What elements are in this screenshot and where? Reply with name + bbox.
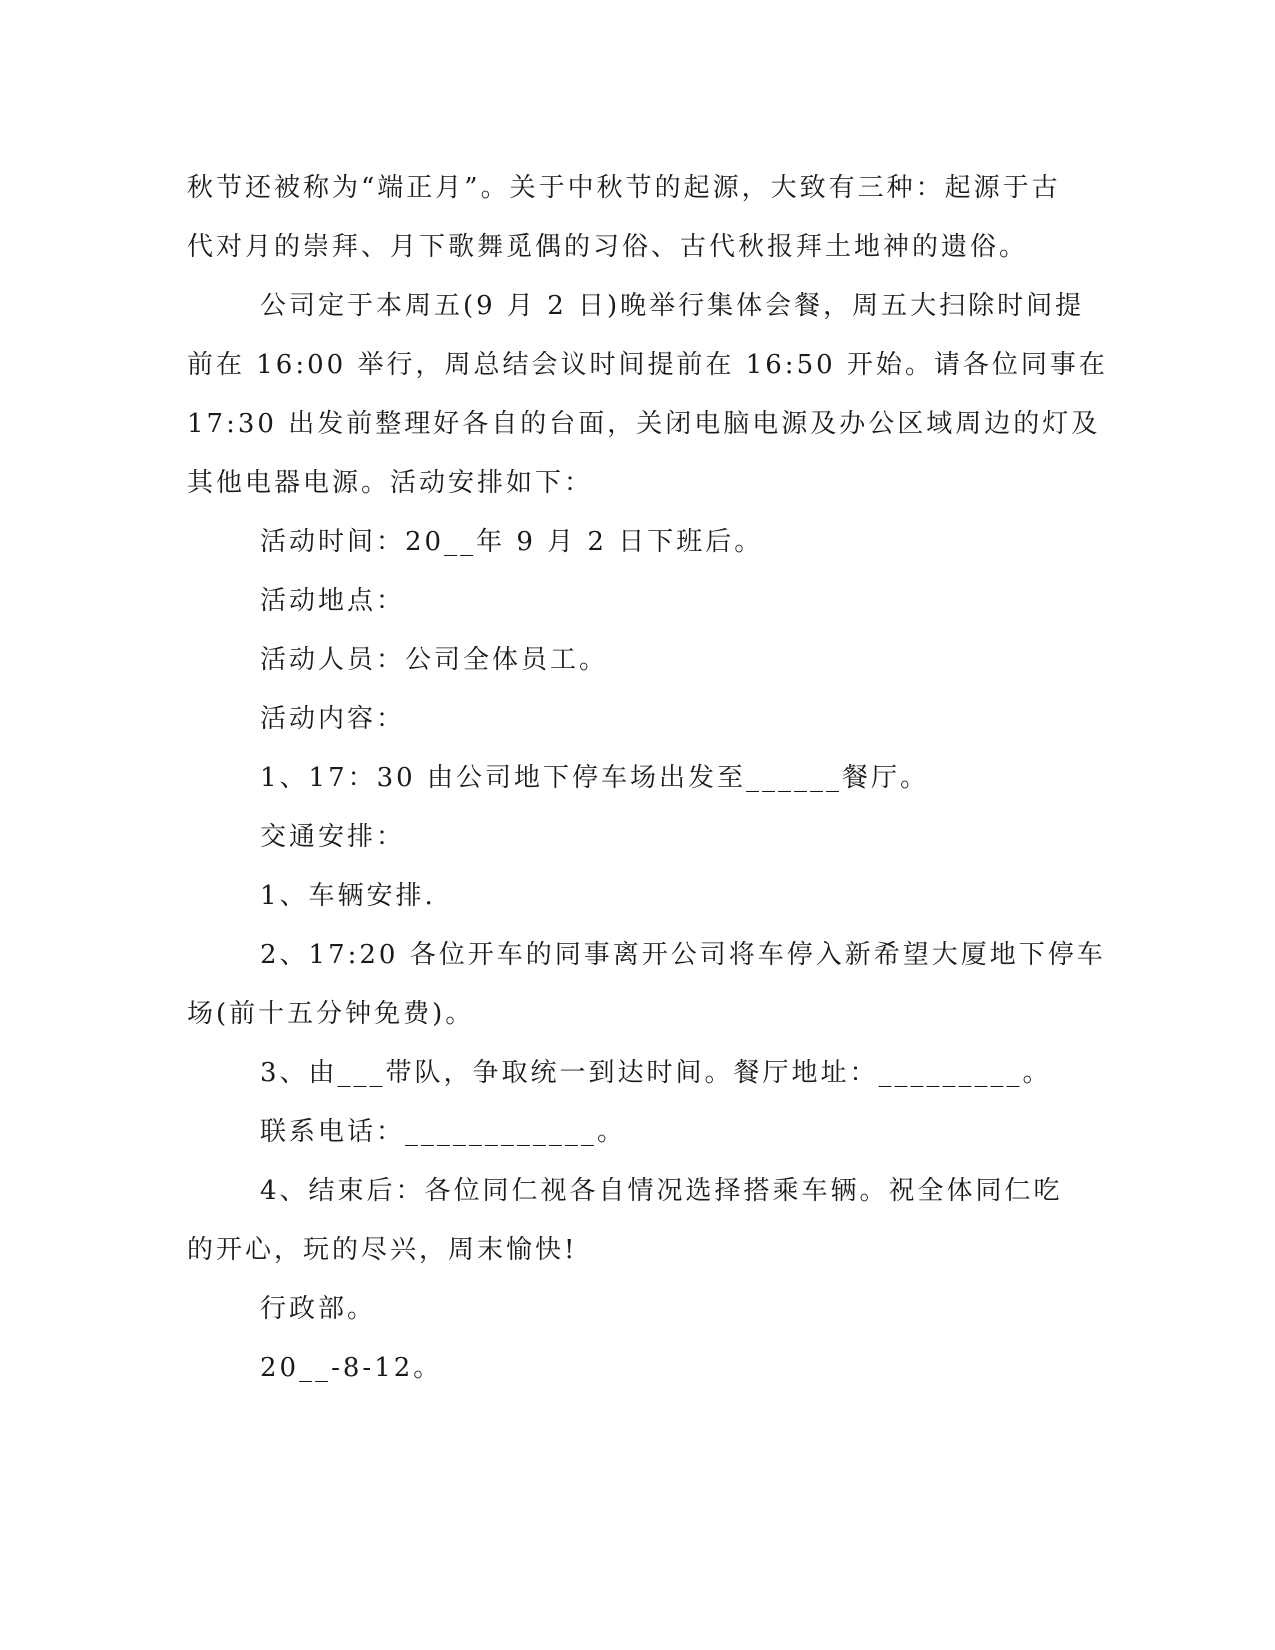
contact-phone-line: 联系电话：____________。 — [260, 1117, 627, 1147]
signature-department: 行政部。 — [260, 1294, 377, 1324]
paragraph-line: 代对月的崇拜、月下歌舞觅偶的习俗、古代秋报拜土地神的遗俗。 — [187, 232, 1029, 262]
list-item: 1、17：30 由公司地下停车场出发至______餐厅。 — [260, 763, 929, 793]
paragraph-line: 前在 16:00 举行，周总结会议时间提前在 16:50 开始。请各位同事在 — [187, 350, 1108, 380]
list-item: 3、由___带队，争取统一到达时间。餐厅地址：_________。 — [260, 1058, 1052, 1088]
transport-heading: 交通安排： — [260, 822, 406, 852]
list-item: 2、17:20 各位开车的同事离开公司将车停入新希望大厦地下停车 — [260, 940, 1106, 970]
paragraph-line: 公司定于本周五(9 月 2 日)晚举行集体会餐，周五大扫除时间提 — [260, 291, 1085, 321]
paragraph-line: 的开心，玩的尽兴，周末愉快! — [187, 1235, 578, 1265]
paragraph-line: 场(前十五分钟免费)。 — [187, 999, 475, 1029]
activity-location-line: 活动地点： — [260, 586, 406, 616]
paragraph-line: 17:30 出发前整理好各自的台面，关闭电脑电源及办公区域周边的灯及 — [187, 409, 1101, 439]
paragraph-line: 秋节还被称为“端正月”。关于中秋节的起源，大致有三种：起源于古 — [187, 173, 1061, 203]
list-item: 1、车辆安排. — [260, 881, 436, 911]
activity-participants-line: 活动人员：公司全体员工。 — [260, 645, 609, 675]
list-item: 4、结束后：各位同仁视各自情况选择搭乘车辆。祝全体同仁吃 — [260, 1176, 1063, 1206]
paragraph-line: 其他电器电源。活动安排如下： — [187, 468, 594, 498]
activity-time-line: 活动时间：20__年 9 月 2 日下班后。 — [260, 527, 764, 557]
signature-date: 20__-8-12。 — [260, 1353, 443, 1383]
activity-content-heading: 活动内容： — [260, 704, 406, 734]
